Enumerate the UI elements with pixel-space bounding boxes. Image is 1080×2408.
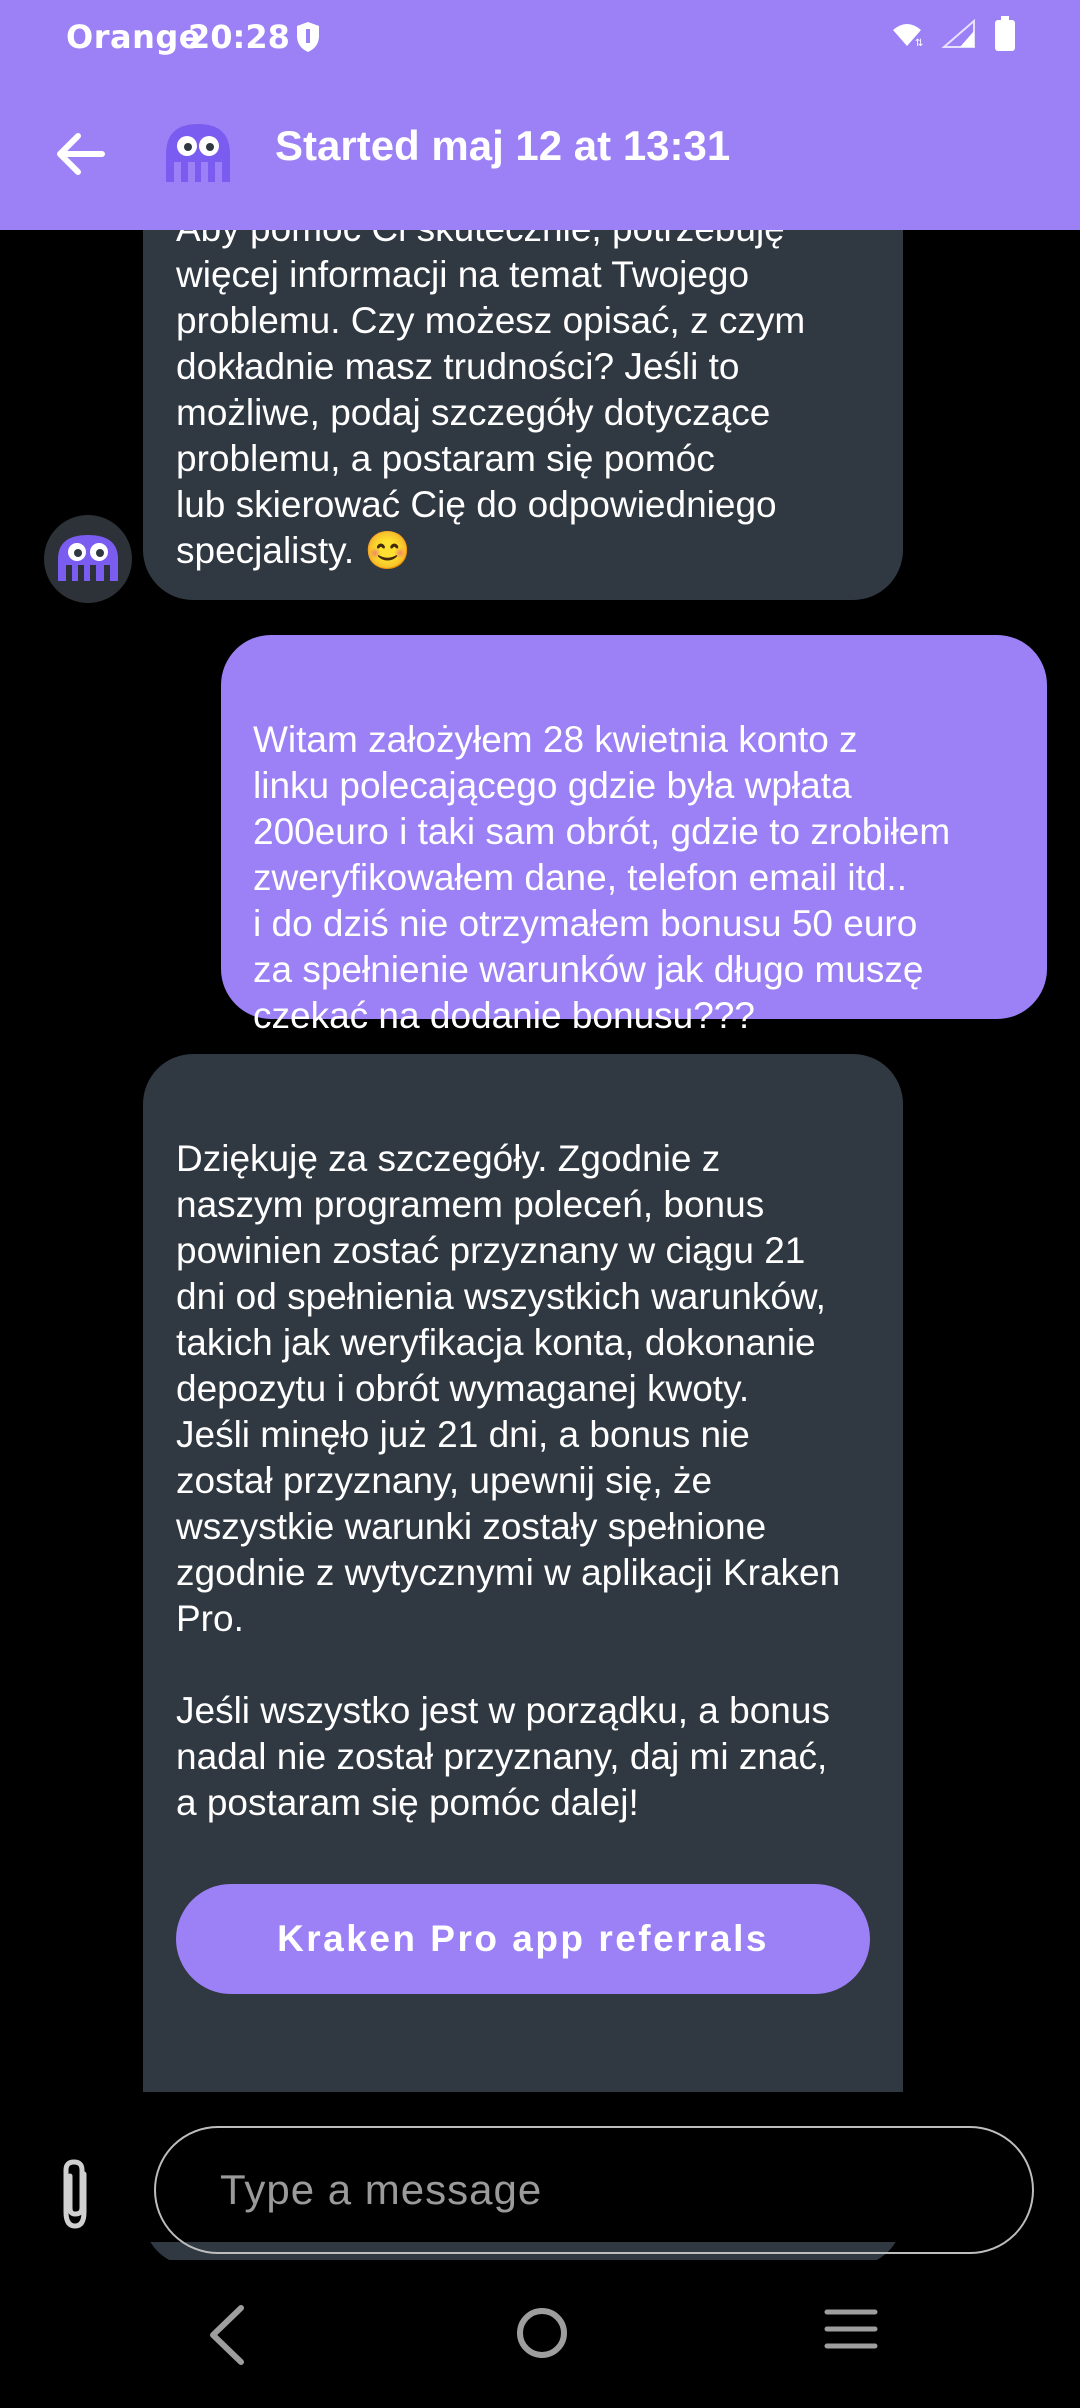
- wifi-icon: [890, 20, 924, 48]
- status-time: 20:28: [188, 18, 290, 56]
- signal-icon: [942, 19, 976, 49]
- page-title: Started maj 12 at 13:31: [275, 122, 731, 169]
- kraken-pro-referrals-button[interactable]: Kraken Pro app referrals: [176, 1884, 870, 1994]
- battery-icon: [994, 16, 1016, 52]
- nav-menu-icon[interactable]: [825, 2308, 877, 2350]
- message-text: Dziękuję za szczegóły. Zgodnie z naszym programem poleceń, bonus powinien zostać przyznany w ciągu 21 dni od spełnienia wszystkich warunków, takich jak weryfikacja konta, dokonanie depozytu i obrót wymaganej kwoty. Jeśli minęło już 21 dni, a bonus nie został przyznany, upewnij się, że wszystkie warunki zostały spełnione zgodnie z wytycznymi w aplikacji Kraken Pro. Jeśli wszystko jest w porządku, a bonus nadal nie został przyznany, daj mi znać, a postaram się pomóc dalej!: [176, 1138, 841, 1823]
- paperclip-icon[interactable]: [48, 2156, 102, 2234]
- chat-area[interactable]: [0, 230, 1080, 2092]
- status-bar: [0, 0, 1080, 78]
- app-bar: [0, 78, 1080, 230]
- message-input[interactable]: [154, 2126, 1034, 2254]
- bot-avatar: [44, 515, 132, 603]
- arrow-left-icon[interactable]: [50, 124, 110, 184]
- message-text: Witam założyłem 28 kwietnia konto z linku polecającego gdzie była wpłata 200euro i taki sam obrót, gdzie to zrobiłem zweryfikowałem dane, telefon email itd.. i do dziś nie otrzymałem bonusu 50 euro za spełnienie warunków jak długo muszę czekać na dodanie bonusu???: [253, 719, 951, 1036]
- status-icons: [890, 16, 1016, 52]
- system-nav-bar: [0, 2260, 1080, 2408]
- shield-icon: [295, 20, 321, 54]
- kraken-logo-icon: [44, 515, 132, 603]
- user-message-bubble: [221, 635, 1047, 1036]
- status-carrier: Orange: [66, 18, 201, 56]
- message-composer: [0, 2092, 1080, 2242]
- message-text: więcej informacji na temat Twojego problemu. Czy możesz opisać, z czym dokładnie masz trudności? Jeśli to możliwe, podaj szczegóły dotyczące problemu, a postaram się pomóc lub skierować Cię do odpowiedniego specjalisty. 😊: [176, 254, 806, 571]
- nav-back-icon[interactable]: [205, 2302, 249, 2368]
- top-header: [0, 0, 1080, 230]
- svg-text:⇅: ⇅: [915, 38, 924, 49]
- kraken-logo-icon: [160, 116, 236, 192]
- nav-home-icon[interactable]: [515, 2306, 569, 2360]
